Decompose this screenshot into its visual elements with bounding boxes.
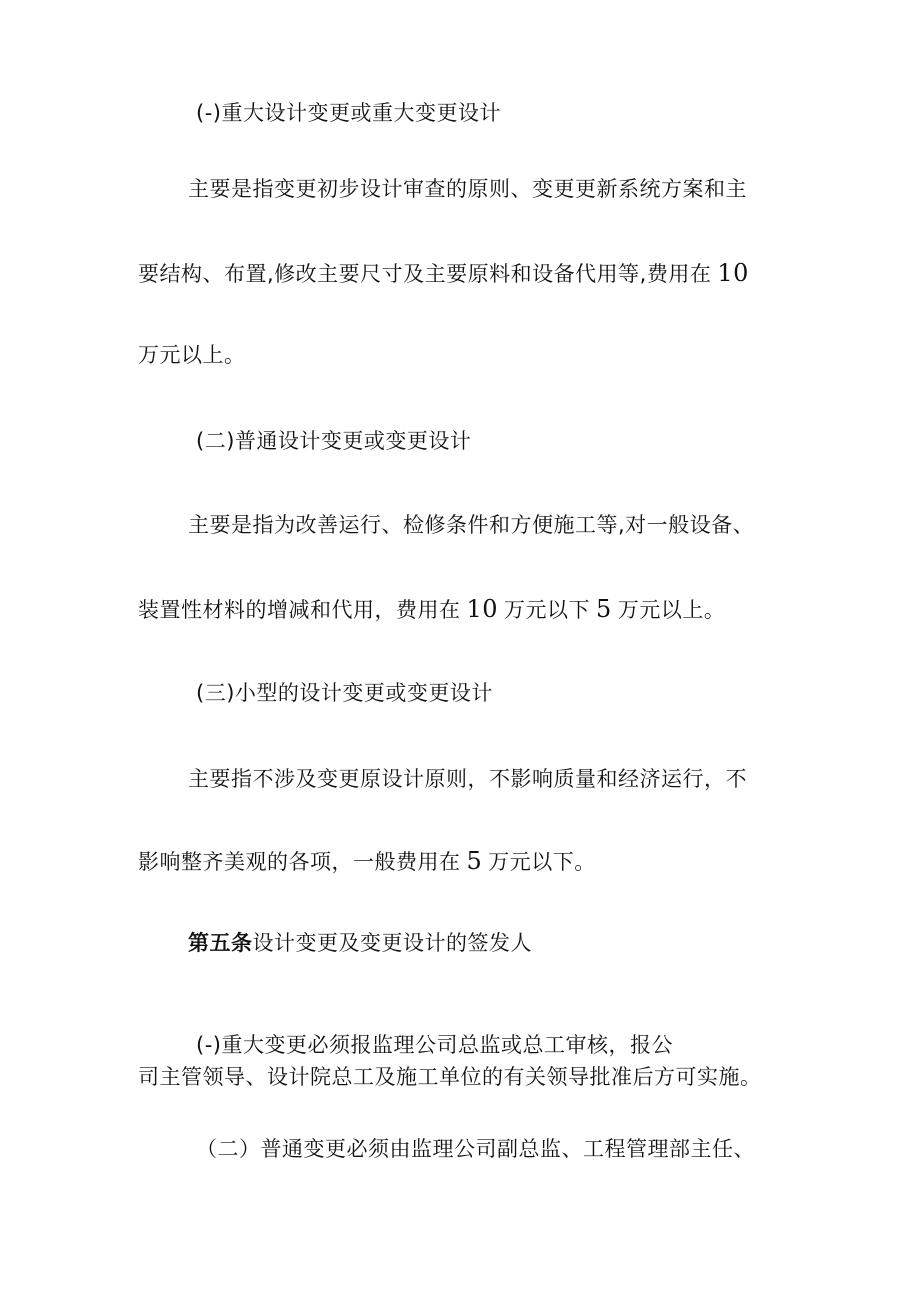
section-3-body-line-2 [138,848,596,875]
article-5-heading [188,930,532,956]
section-1-body-line-1: 主要是指变更初步设计审查的原则、变更更新系统方案和主 [188,177,747,201]
signer-1-line-1: (-)重大变更必须报监理公司总监或总工审核，报公 [196,1033,673,1057]
section-2-text-a: 装置性材料的增减和代用，费用在 [138,598,461,622]
section-3-text-b: 万元以下。 [488,850,596,874]
section-3-text-a: 影响整齐美观的各项，一般费用在 [138,850,461,874]
section-2-body-line-2 [138,596,725,623]
section-3-body-line-1: 主要指不涉及变更原设计原则，不影响质量和经济运行，不 [188,767,747,791]
article-5-title: 设计变更及变更设计的签发人 [252,931,532,955]
section-2-text-c: 万元以上。 [617,598,726,622]
section-1-body-line-2-text: 要结构、布置,修改主要尺寸及主要原料和设备代用等,费用在 [138,262,712,286]
amount-5: 5 [596,595,612,623]
section-1-body-line-2 [138,260,749,287]
signer-1-line-2: 司主管领导、设计院总工及施工单位的有关领导批准后方可实施。 [138,1065,762,1089]
signer-2-line-1: （二）普通变更必须由监理公司副总监、工程管理部主任、 [196,1137,755,1161]
section-2-body-line-1: 主要是指为改善运行、检修条件和方便施工等,对一般设备、 [188,513,755,537]
section-3-heading: (三)小型的设计变更或变更设计 [196,681,493,705]
amount-10: 10 [717,259,749,287]
article-5-label: 第五条 [188,931,253,955]
amount-5: 5 [466,847,483,875]
amount-10: 10 [466,595,499,623]
section-2-text-b: 万元以下 [504,598,591,622]
section-1-heading: (-)重大设计变更或重大变更设计 [196,101,501,125]
section-1-body-line-3: 万元以上。 [138,343,246,367]
section-2-heading: (二)普通设计变更或变更设计 [196,429,472,453]
